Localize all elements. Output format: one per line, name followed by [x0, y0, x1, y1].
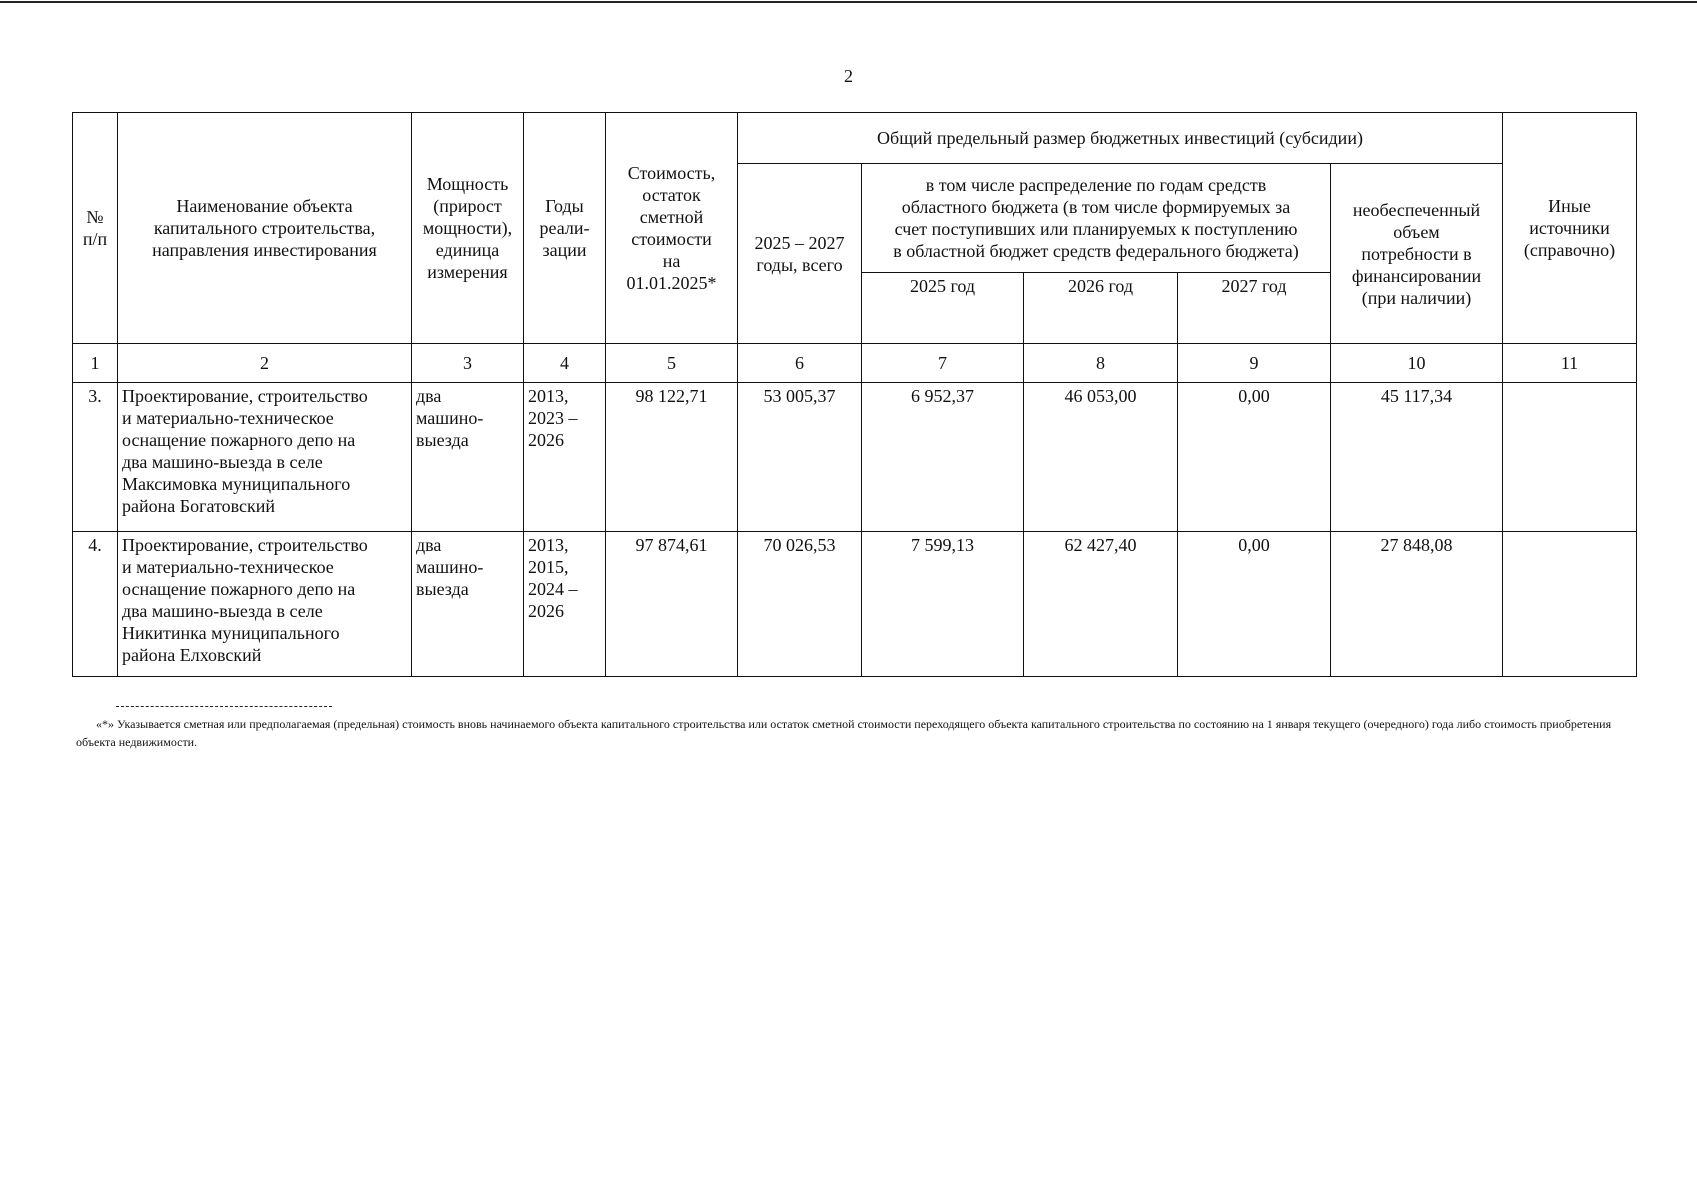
- row-2027: 0,00: [1178, 532, 1331, 677]
- row-years: 2013, 2023 – 2026: [524, 383, 606, 532]
- column-number: 7: [862, 344, 1024, 383]
- header-other-sources: Иные источники (справочно): [1503, 113, 1637, 344]
- row-2025: 6 952,37: [862, 383, 1024, 532]
- row-capacity: два машино- выезда: [412, 532, 524, 677]
- column-number: 5: [606, 344, 738, 383]
- row-cost: 97 874,61: [606, 532, 738, 677]
- header-year-2027: 2027 год: [1178, 273, 1331, 344]
- header-total-group: Общий предельный размер бюджетных инвестиций (субсидии): [738, 113, 1503, 164]
- row-total: 53 005,37: [738, 383, 862, 532]
- header-cost: Стоимость, остаток сметной стоимости на 01.01.2025*: [606, 113, 738, 344]
- header-num: № п/п: [73, 113, 118, 344]
- column-number: 6: [738, 344, 862, 383]
- row-other: [1503, 532, 1637, 677]
- row-2026: 62 427,40: [1024, 532, 1178, 677]
- footnote: «*» Указывается сметная или предполагаемая (предельная) стоимость вновь начинаемого объекта капитального строительства или остаток сметной стоимости переходящего объекта капитального строительства по состоянию на 1 января текущего (очередного) года либо стоимость приобретения объекта недвижимости.: [76, 717, 1612, 749]
- row-capacity: два машино- выезда: [412, 383, 524, 532]
- column-number-row: [73, 344, 1637, 383]
- row-num: 3.: [73, 383, 118, 532]
- column-number: 2: [118, 344, 412, 383]
- column-number: 4: [524, 344, 606, 383]
- row-unfunded: 27 848,08: [1331, 532, 1503, 677]
- header-year-2026: 2026 год: [1024, 273, 1178, 344]
- column-number: 11: [1503, 344, 1637, 383]
- header-object-name: Наименование объекта капитального строительства, направления инвестирования: [118, 113, 412, 344]
- row-2025: 7 599,13: [862, 532, 1024, 677]
- column-number: 10: [1331, 344, 1503, 383]
- header-unfunded: необеспеченный объем потребности в финансировании (при наличии): [1331, 164, 1503, 344]
- header-distribution: в том числе распределение по годам средств областного бюджета (в том числе формируемых за счет поступивших или планируемых к поступлению в областной бюджет средств федерального бюджета): [862, 164, 1331, 273]
- row-total: 70 026,53: [738, 532, 862, 677]
- header-years: Годы реали- зации: [524, 113, 606, 344]
- column-number: 1: [73, 344, 118, 383]
- row-object-name: Проектирование, строительство и материально-техническое оснащение пожарного депо на два машино-выезда в селе Максимовка муниципального района Богатовский: [118, 383, 412, 532]
- row-years: 2013, 2015, 2024 – 2026: [524, 532, 606, 677]
- column-number: 3: [412, 344, 524, 383]
- header-total-2025-2027: 2025 – 2027 годы, всего: [738, 164, 862, 344]
- footnote-separator: [116, 706, 332, 707]
- header-capacity: Мощность (прирост мощности), единица измерения: [412, 113, 524, 344]
- row-other: [1503, 383, 1637, 532]
- budget-investment-table: [72, 112, 1637, 677]
- column-number: 8: [1024, 344, 1178, 383]
- row-num: 4.: [73, 532, 118, 677]
- header-year-2025: 2025 год: [862, 273, 1024, 344]
- row-object-name: Проектирование, строительство и материально-техническое оснащение пожарного депо на два машино-выезда в селе Никитинка муниципального района Елховский: [118, 532, 412, 677]
- row-2027: 0,00: [1178, 383, 1331, 532]
- row-unfunded: 45 117,34: [1331, 383, 1503, 532]
- table-row: [73, 383, 1637, 532]
- table-row: [73, 532, 1637, 677]
- row-cost: 98 122,71: [606, 383, 738, 532]
- page-number: 2: [844, 66, 853, 86]
- row-2026: 46 053,00: [1024, 383, 1178, 532]
- top-border-line: [0, 1, 1697, 3]
- column-number: 9: [1178, 344, 1331, 383]
